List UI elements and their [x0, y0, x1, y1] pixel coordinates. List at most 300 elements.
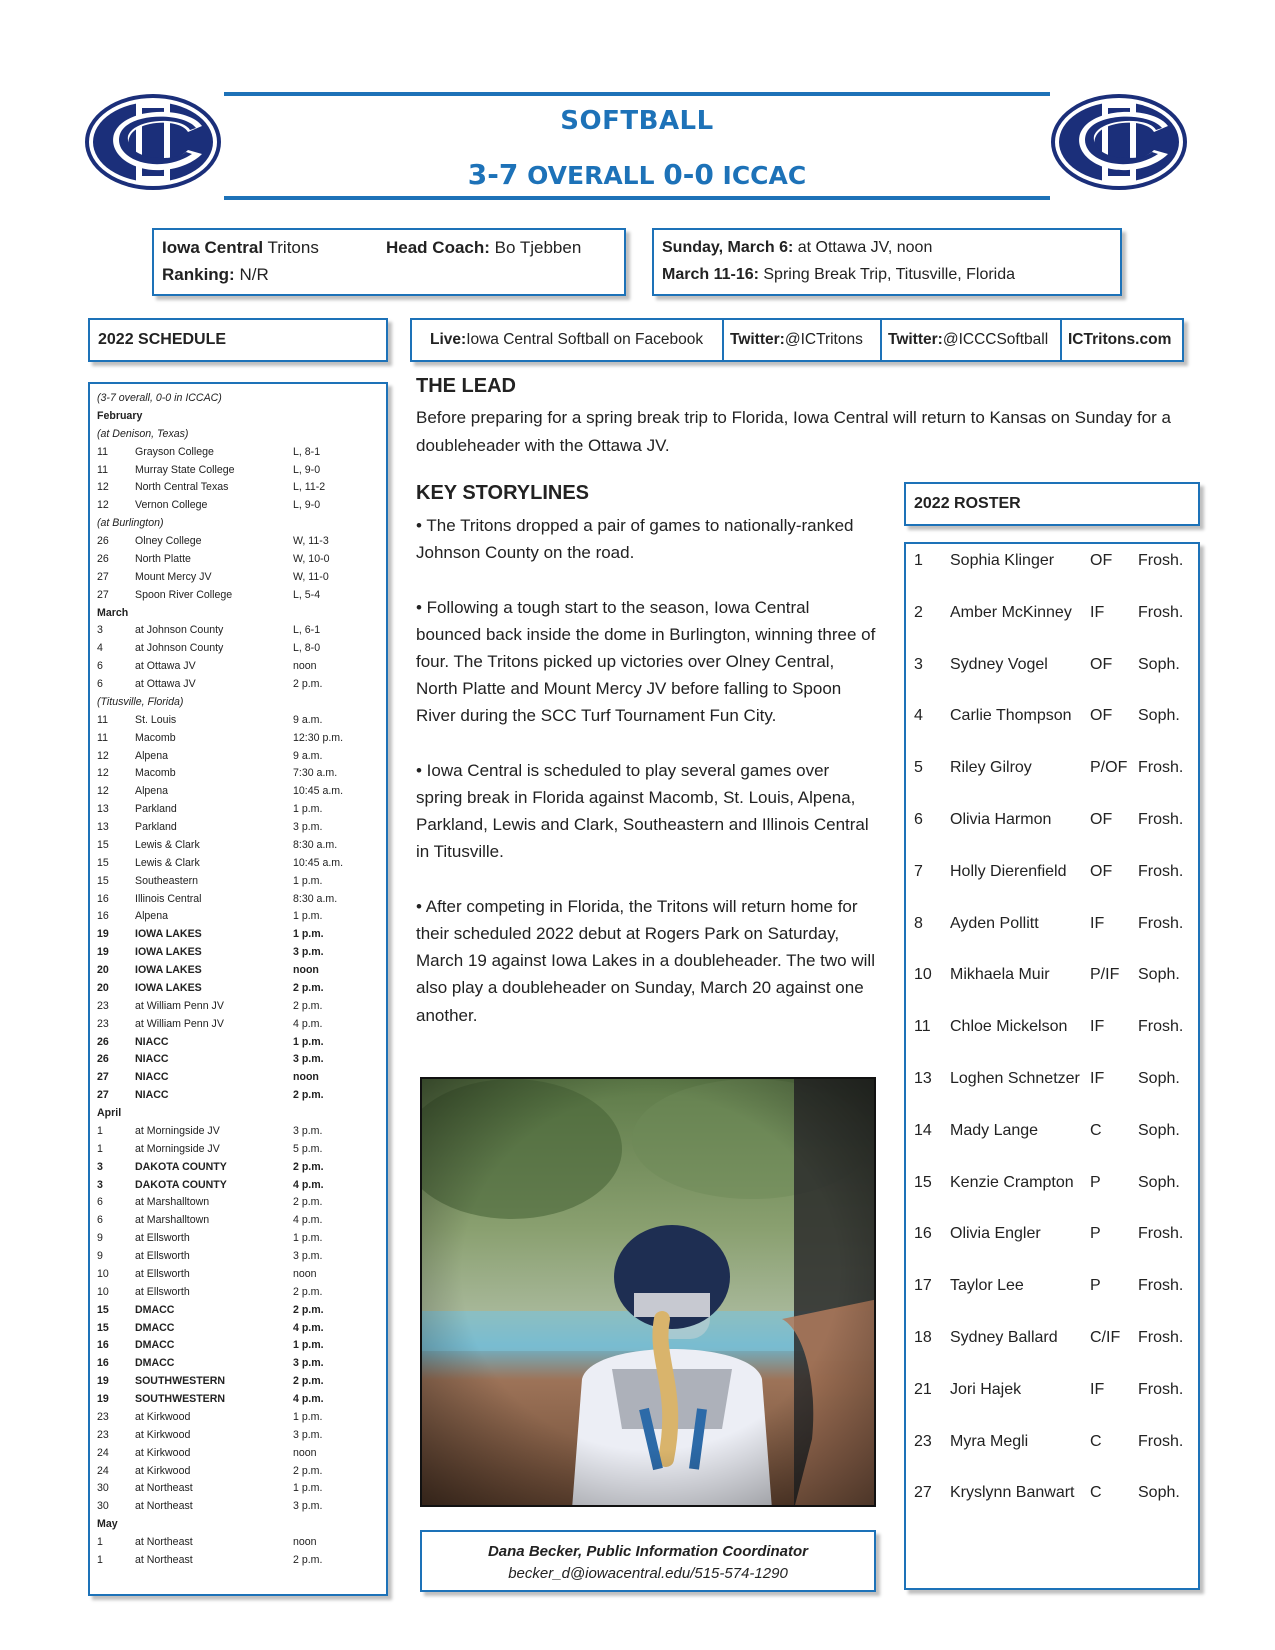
schedule-game-row	[97, 855, 386, 873]
schedule-date: 6	[97, 1196, 103, 1209]
schedule-game-row	[97, 1212, 386, 1230]
schedule-date: 23	[97, 1428, 109, 1441]
schedule-result: 3 p.m.	[293, 1053, 324, 1066]
schedule-game-row	[97, 462, 386, 480]
schedule-note: (at Burlington)	[97, 517, 164, 530]
schedule-game-row	[97, 819, 386, 837]
schedule-list	[88, 382, 388, 1596]
player-name: Taylor Lee	[950, 1277, 1024, 1295]
schedule-opponent: DMACC	[135, 1339, 175, 1352]
schedule-opponent: DMACC	[135, 1303, 175, 1316]
schedule-result: 1 p.m.	[293, 1482, 323, 1495]
schedule-game-row	[97, 1427, 386, 1445]
player-position: IF	[1090, 1018, 1105, 1036]
player-number: 1	[914, 552, 923, 569]
schedule-date: 20	[97, 981, 109, 994]
schedule-opponent: at Northeast	[135, 1553, 193, 1566]
schedule-date: 26	[97, 552, 109, 565]
player-number: 6	[914, 811, 923, 828]
schedule-opponent: at William Penn JV	[135, 999, 224, 1012]
player-class: Frosh.	[1138, 603, 1184, 621]
player-number: 14	[914, 1121, 932, 1139]
schedule-date: 30	[97, 1482, 109, 1495]
schedule-opponent: at Ellsworth	[135, 1285, 190, 1298]
schedule-date: 19	[97, 928, 109, 941]
schedule-opponent: at Marshalltown	[135, 1196, 210, 1209]
schedule-game-row	[97, 712, 386, 730]
schedule-opponent: Macomb	[135, 767, 176, 780]
schedule-opponent: Murray State College	[135, 463, 235, 476]
schedule-opponent: DAKOTA COUNTY	[135, 1160, 227, 1173]
player-name: Amber McKinney	[950, 603, 1072, 621]
schedule-opponent: at Kirkwood	[135, 1428, 191, 1441]
schedule-opponent: Alpena	[135, 749, 168, 762]
player-class: Frosh.	[1138, 1329, 1184, 1346]
schedule-opponent: St. Louis	[135, 713, 177, 726]
player-class: Frosh.	[1138, 1225, 1184, 1243]
facebook-live-link[interactable]: Live: Iowa Central Softball on Facebook	[412, 320, 724, 360]
schedule-date: 27	[97, 1071, 109, 1084]
schedule-game-row	[97, 873, 386, 891]
player-number: 7	[914, 862, 923, 880]
schedule-game-row	[97, 980, 386, 998]
schedule-date: 12	[97, 785, 109, 798]
schedule-game-row	[97, 1016, 386, 1034]
schedule-game-row	[97, 1480, 386, 1498]
schedule-result: 3 p.m.	[293, 1357, 324, 1370]
schedule-date: 24	[97, 1464, 109, 1477]
player-position: OF	[1090, 655, 1113, 673]
player-number: 18	[914, 1329, 932, 1346]
schedule-date: 12	[97, 749, 109, 762]
schedule-date: 1	[97, 1124, 103, 1137]
schedule-opponent: Lewis & Clark	[135, 856, 200, 869]
schedule-game-row	[97, 1337, 386, 1355]
schedule-game-row	[97, 1123, 386, 1141]
player-position: P	[1090, 1277, 1101, 1295]
schedule-game-row	[97, 1552, 386, 1570]
schedule-opponent: at Kirkwood	[135, 1464, 191, 1477]
schedule-date: 23	[97, 999, 109, 1012]
schedule-opponent: Illinois Central	[135, 892, 202, 905]
player-position: C	[1090, 1121, 1102, 1139]
schedule-month: February	[97, 409, 143, 422]
roster-row	[906, 915, 1198, 939]
contact-details: becker_d@iowacentral.edu/515-574-1290	[508, 1565, 788, 1582]
schedule-game-row	[97, 944, 386, 962]
schedule-opponent: Parkland	[135, 803, 177, 816]
player-position: OF	[1090, 552, 1113, 569]
schedule-result: noon	[293, 964, 319, 976]
player-class: Frosh.	[1138, 1432, 1184, 1450]
roster-row	[906, 656, 1198, 680]
schedule-opponent: SOUTHWESTERN	[135, 1375, 226, 1388]
player-position: OF	[1090, 862, 1113, 880]
schedule-date: 6	[97, 678, 103, 690]
storyline-item: • Following a tough start to the season, Iowa Central bounced back inside the dome in Burlington, winning three of four. The Tritons picked up victories over Olney Central, North Platte and Mount Mercy JV before falling to Spoon River during the SCC Turf Tournament Fun City.	[416, 597, 876, 726]
team-name: Iowa Central Tritons	[162, 238, 319, 257]
player-name: Mikhaela Muir	[950, 966, 1050, 984]
schedule-result: 2 p.m.	[293, 981, 324, 994]
schedule-date: 15	[97, 1303, 109, 1316]
links-bar	[410, 318, 1184, 362]
player-position: P/IF	[1090, 966, 1120, 984]
contact-name: Dana Becker, Public Information Coordinator	[487, 1543, 809, 1560]
schedule-game-row	[97, 801, 386, 819]
player-class: Soph.	[1138, 707, 1180, 725]
schedule-result: 5 p.m.	[293, 1142, 323, 1155]
schedule-result: 1 p.m.	[293, 803, 323, 816]
schedule-game-row	[97, 1463, 386, 1481]
schedule-game-row	[97, 1445, 386, 1463]
schedule-date: 6	[97, 1214, 103, 1227]
schedule-date: 27	[97, 570, 109, 583]
schedule-game-row	[97, 1248, 386, 1266]
schedule-game-row	[97, 1087, 386, 1105]
schedule-date: 9	[97, 1232, 103, 1245]
schedule-date: 16	[97, 910, 109, 923]
player-number: 21	[914, 1380, 932, 1398]
player-position: P/OF	[1090, 759, 1128, 777]
schedule-game-row	[97, 1373, 386, 1391]
schedule-date: 16	[97, 1357, 109, 1370]
schedule-opponent: Grayson College	[135, 445, 214, 458]
schedule-opponent: Macomb	[135, 731, 176, 744]
twitter-icccsoftball-link[interactable]: Twitter: @ICCCSoftball	[882, 320, 1062, 360]
player-class: Soph.	[1138, 1070, 1180, 1087]
schedule-date: 19	[97, 1393, 109, 1405]
ranking: Ranking: N/R	[162, 265, 269, 284]
player-class: Frosh.	[1138, 1380, 1184, 1398]
schedule-game-row	[97, 891, 386, 909]
schedule-date: 9	[97, 1250, 103, 1262]
upcoming-line-1: Sunday, March 6: at Ottawa JV, noon	[662, 239, 933, 256]
schedule-result: noon	[293, 1446, 317, 1459]
schedule-date: 15	[97, 1321, 109, 1334]
schedule-result: 1 p.m.	[293, 1410, 323, 1423]
iowa-central-logo-right	[1050, 92, 1188, 192]
iowa-central-logo-left	[84, 92, 222, 192]
schedule-result: 3 p.m.	[293, 821, 323, 833]
head-coach: Head Coach: Bo Tjebben	[386, 238, 582, 257]
schedule-game-row	[97, 569, 386, 587]
schedule-result: 3 p.m.	[293, 1124, 323, 1137]
schedule-opponent: IOWA LAKES	[135, 946, 202, 959]
schedule-date: 12	[97, 481, 109, 494]
schedule-opponent: at Johnson County	[135, 624, 224, 637]
schedule-opponent: Vernon College	[135, 499, 208, 512]
schedule-opponent: IOWA LAKES	[135, 981, 202, 994]
website-link[interactable]: ICTritons.com	[1068, 331, 1172, 348]
player-class: Soph.	[1138, 1173, 1180, 1191]
schedule-game-row	[97, 622, 386, 640]
storylines-body	[416, 512, 876, 1056]
schedule-opponent: Parkland	[135, 821, 177, 833]
schedule-game-row	[97, 444, 386, 462]
schedule-date: 24	[97, 1446, 109, 1459]
player-class: Frosh.	[1138, 811, 1184, 828]
roster-heading: 2022 ROSTER	[904, 482, 1200, 526]
schedule-opponent: NIACC	[135, 1035, 169, 1048]
schedule-result: L, 5-4	[293, 588, 321, 601]
schedule-result: 3 p.m.	[293, 946, 324, 959]
player-name: Mady Lange	[950, 1121, 1039, 1139]
schedule-opponent: at Ellsworth	[135, 1267, 190, 1280]
player-number: 27	[914, 1484, 932, 1502]
schedule-game-row	[97, 1302, 386, 1320]
schedule-result: 1 p.m.	[293, 928, 324, 941]
player-name: Sophia Klinger	[950, 552, 1055, 569]
schedule-result: noon	[293, 1536, 317, 1548]
schedule-result: 2 p.m.	[293, 1375, 324, 1388]
schedule-game-row	[97, 1534, 386, 1552]
schedule-date: 15	[97, 874, 109, 887]
schedule-opponent: at Northeast	[135, 1536, 193, 1548]
player-number: 15	[914, 1173, 932, 1191]
twitter-ictritons-link[interactable]: Twitter: @ICTritons	[724, 320, 882, 360]
player-position: OF	[1090, 811, 1113, 828]
player-name: Ayden Pollitt	[950, 914, 1039, 932]
player-name: Olivia Harmon	[950, 811, 1052, 828]
title-band	[224, 92, 1050, 200]
player-number: 8	[914, 914, 923, 932]
schedule-date: 15	[97, 838, 109, 851]
schedule-date: 12	[97, 767, 109, 780]
page-title: SOFTBALL	[560, 106, 714, 136]
storyline-item: • The Tritons dropped a pair of games to nationally-ranked Johnson County on the road.	[416, 516, 854, 563]
schedule-date: 27	[97, 1089, 109, 1102]
schedule-heading: 2022 SCHEDULE	[88, 318, 388, 362]
player-class: Soph.	[1138, 655, 1180, 673]
photo-illustration	[422, 1079, 876, 1507]
schedule-result: L, 8-1	[293, 445, 321, 458]
schedule-game-row	[97, 1194, 386, 1212]
schedule-result: 9 a.m.	[293, 713, 323, 726]
schedule-game-row	[97, 1355, 386, 1373]
player-name: Olivia Engler	[950, 1225, 1041, 1243]
player-position: IF	[1090, 914, 1105, 932]
schedule-opponent: SOUTHWESTERN	[135, 1393, 226, 1405]
schedule-result: noon	[293, 1071, 319, 1084]
schedule-game-row	[97, 587, 386, 605]
schedule-game-row	[97, 998, 386, 1016]
schedule-result: 10:45 a.m.	[293, 785, 344, 798]
roster-row	[906, 1225, 1198, 1249]
schedule-game-row	[97, 1177, 386, 1195]
schedule-game-row	[97, 1159, 386, 1177]
player-class: Frosh.	[1138, 1277, 1184, 1295]
schedule-opponent: DAKOTA COUNTY	[135, 1178, 227, 1191]
player-name: Jori Hajek	[950, 1380, 1022, 1398]
player-name: Sydney Ballard	[950, 1329, 1058, 1346]
schedule-opponent: Alpena	[135, 910, 168, 923]
schedule-game-row	[97, 1141, 386, 1159]
roster-row	[906, 863, 1198, 887]
schedule-game-row	[97, 908, 386, 926]
storyline-item: • After competing in Florida, the Tritons will return home for their scheduled 2022 debut at Rogers Park on Saturday, March 19 against Iowa Lakes in a doubleheader. The two will also play a doubleheader on Sunday, March 20 against one another.	[416, 896, 875, 1025]
schedule-result: noon	[293, 1267, 317, 1280]
player-number: 5	[914, 759, 923, 777]
schedule-result: L, 9-0	[293, 499, 321, 512]
schedule-opponent: IOWA LAKES	[135, 928, 202, 941]
schedule-result: 1 p.m.	[293, 1035, 324, 1048]
schedule-date: 3	[97, 1160, 103, 1173]
player-number: 10	[914, 966, 932, 984]
roster-row	[906, 1484, 1198, 1508]
player-name: Carlie Thompson	[950, 707, 1072, 725]
roster-row	[906, 552, 1198, 576]
roster-row	[906, 811, 1198, 835]
schedule-date: 3	[97, 624, 103, 637]
schedule-result: L, 6-1	[293, 624, 321, 637]
player-name: Loghen Schnetzer	[950, 1070, 1080, 1087]
schedule-date: 27	[97, 588, 109, 601]
schedule-date: 11	[97, 463, 108, 476]
schedule-opponent: DMACC	[135, 1357, 175, 1370]
schedule-result: 2 p.m.	[293, 1464, 323, 1477]
roster-row	[906, 966, 1198, 990]
schedule-game-row	[97, 962, 386, 980]
schedule-date: 1	[97, 1553, 103, 1566]
schedule-date: 10	[97, 1285, 109, 1298]
schedule-game-row	[97, 497, 386, 515]
roster-row	[906, 1381, 1198, 1405]
schedule-game-row	[97, 676, 386, 694]
schedule-game-row	[97, 1266, 386, 1284]
schedule-date: 4	[97, 642, 103, 655]
schedule-game-row	[97, 1230, 386, 1248]
schedule-opponent: at Ottawa JV	[135, 660, 196, 673]
schedule-opponent: at Kirkwood	[135, 1446, 191, 1459]
schedule-opponent: at Kirkwood	[135, 1410, 191, 1423]
schedule-opponent: at Ellsworth	[135, 1232, 190, 1245]
player-number: 2	[914, 603, 923, 621]
player-name: Kenzie Crampton	[950, 1173, 1074, 1191]
player-class: Soph.	[1138, 966, 1180, 984]
schedule-result: 4 p.m.	[293, 1017, 323, 1030]
player-position: IF	[1090, 1070, 1105, 1087]
schedule-date: 11	[97, 445, 108, 458]
schedule-opponent: at Morningside JV	[135, 1142, 220, 1155]
schedule-result: 4 p.m.	[293, 1178, 324, 1191]
schedule-date: 1	[97, 1142, 103, 1155]
schedule-game-row	[97, 730, 386, 748]
schedule-date: 20	[97, 964, 109, 976]
schedule-result: 2 p.m.	[293, 678, 323, 690]
team-info-box	[152, 228, 626, 296]
schedule-month: March	[97, 606, 129, 619]
schedule-game-row	[97, 1051, 386, 1069]
schedule-result: noon	[293, 660, 317, 673]
schedule-opponent: Spoon River College	[135, 588, 233, 601]
schedule-note: (3-7 overall, 0-0 in ICCAC)	[97, 392, 222, 404]
schedule-result: 2 p.m.	[293, 1089, 324, 1102]
schedule-result: 4 p.m.	[293, 1321, 324, 1334]
player-number: 11	[914, 1018, 931, 1036]
schedule-opponent: NIACC	[135, 1053, 169, 1066]
schedule-result: 9 a.m.	[293, 749, 323, 762]
schedule-date: 23	[97, 1410, 109, 1423]
player-class: Frosh.	[1138, 1018, 1184, 1036]
schedule-result: 2 p.m.	[293, 999, 323, 1012]
player-number: 4	[914, 707, 923, 725]
player-position: C	[1090, 1484, 1102, 1502]
schedule-opponent: Alpena	[135, 785, 168, 798]
schedule-date: 15	[97, 856, 109, 869]
player-number: 17	[914, 1277, 932, 1295]
schedule-result: 10:45 a.m.	[293, 856, 344, 869]
player-name: Kryslynn Banwart	[950, 1484, 1075, 1502]
schedule-game-row	[97, 1069, 386, 1087]
schedule-date: 30	[97, 1500, 109, 1513]
schedule-game-row	[97, 533, 386, 551]
schedule-result: W, 11-3	[293, 535, 329, 547]
schedule-result: 1 p.m.	[293, 874, 323, 887]
schedule-game-row	[97, 1498, 386, 1516]
player-position: P	[1090, 1225, 1101, 1243]
schedule-date: 13	[97, 821, 109, 833]
schedule-date: 26	[97, 1035, 109, 1048]
schedule-result: 4 p.m.	[293, 1393, 324, 1405]
schedule-result: 2 p.m.	[293, 1160, 324, 1173]
lead-text: Before preparing for a spring break trip to Florida, Iowa Central will return to Kansas on Sunday for a doubleheader with the Ottawa JV.	[416, 408, 1171, 455]
player-position: C/IF	[1090, 1329, 1121, 1346]
schedule-opponent: DMACC	[135, 1321, 175, 1334]
schedule-date: 6	[97, 660, 103, 673]
schedule-date: 11	[97, 713, 108, 726]
schedule-date: 26	[97, 1053, 109, 1066]
schedule-opponent: Olney College	[135, 535, 202, 547]
roster-row	[906, 1433, 1198, 1457]
schedule-game-row	[97, 640, 386, 658]
schedule-result: W, 10-0	[293, 552, 330, 565]
schedule-result: 7:30 a.m.	[293, 767, 338, 780]
contact-box	[420, 1530, 876, 1592]
schedule-result: L, 9-0	[293, 463, 321, 476]
roster-row	[906, 1174, 1198, 1198]
team-record: 3-7 OVERALL 0-0 ICCAC	[467, 158, 807, 191]
schedule-opponent: at Johnson County	[135, 642, 224, 655]
schedule-result: 2 p.m.	[293, 1285, 323, 1298]
schedule-opponent: at Ottawa JV	[135, 678, 196, 690]
schedule-game-row	[97, 926, 386, 944]
schedule-game-row	[97, 748, 386, 766]
player-class: Frosh.	[1138, 552, 1184, 569]
player-number: 3	[914, 655, 923, 673]
player-number: 16	[914, 1225, 932, 1243]
schedule-date: 23	[97, 1017, 109, 1030]
schedule-result: 1 p.m.	[293, 1339, 324, 1352]
player-name: Sydney Vogel	[950, 655, 1048, 673]
schedule-result: 3 p.m.	[293, 1250, 323, 1262]
schedule-month: May	[97, 1518, 118, 1531]
roster-row	[906, 1070, 1198, 1094]
schedule-result: 1 p.m.	[293, 910, 323, 923]
roster-list	[904, 542, 1200, 1590]
schedule-date: 16	[97, 1339, 109, 1352]
roster-row	[906, 1018, 1198, 1042]
schedule-date: 19	[97, 946, 109, 959]
schedule-result: 12:30 p.m.	[293, 731, 344, 744]
schedule-game-row	[97, 765, 386, 783]
schedule-date: 13	[97, 803, 109, 816]
schedule-result: 8:30 a.m.	[293, 892, 338, 905]
schedule-game-row	[97, 658, 386, 676]
schedule-result: 8:30 a.m.	[293, 838, 338, 851]
schedule-result: 3 p.m.	[293, 1428, 323, 1441]
schedule-result: 3 p.m.	[293, 1500, 323, 1513]
schedule-result: 1 p.m.	[293, 1232, 323, 1245]
